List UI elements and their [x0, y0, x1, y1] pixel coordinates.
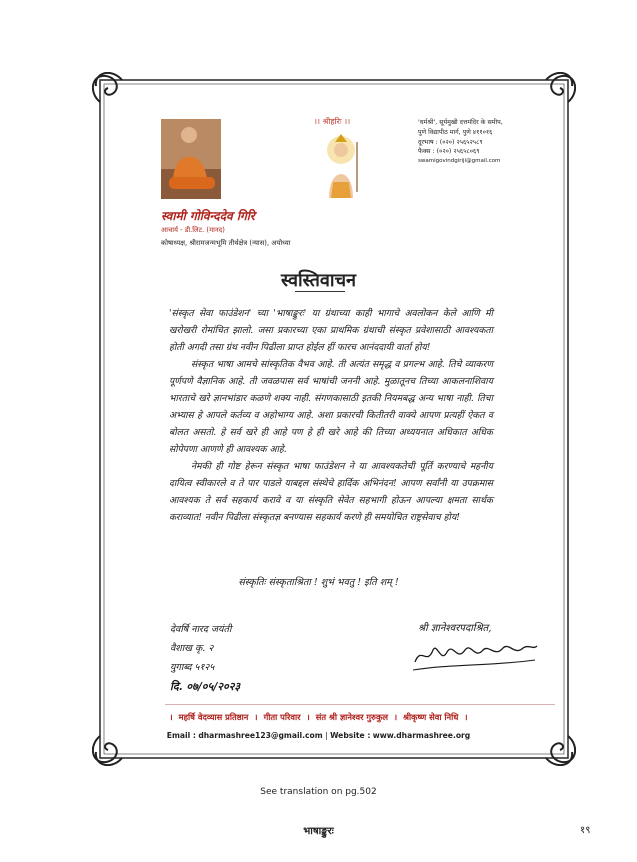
shri-label: ।। श्रीहरिः ।। [314, 117, 351, 126]
date-line-occasion: देवर्षि नारद जयंती [170, 624, 232, 635]
letter-body [169, 305, 493, 526]
address-line: पुणे विद्यापीठ मार्ग, पुणे ४११०१६ [418, 128, 493, 136]
org-item: महर्षि वेदव्यास प्रतिष्ठान [178, 712, 249, 722]
email-link[interactable]: dharmashree123@gmail.com [198, 731, 323, 740]
swami-designation: कोषाध्यक्ष, श्रीरामजन्मभूमि तीर्थक्षेत्र (न्यास), अयोध्या [161, 239, 291, 247]
paragraph: संस्कृत भाषा आमचे सांस्कृतिक वैभव आहे. ती अत्यंत समृद्ध व प्रगल्भ आहे. तिचे व्याकरण पूर्णपणे वैज्ञानिक आहे. ती जवळपास सर्व भाषांची जननी आहे. मुळातूनच तिच्या आकलनाशिवाय भारताचे खरे ज्ञानभांडार कळणे शक्य नाही. संगणकासाठी इतकी नियमबद्ध अन्य भाषा नाही. तिचा अभ्यास हे आपले कर्तव्य व अहोभाग्य आहे. अशा प्रकारची कितीतरी वाक्ये आपण प्रत्यहीं ऐकत व बोलत असतो. हे सर्व खरे ही आहे पण हे ही खरे आहे की तिच्या अध्ययनात अधिकात अधिक सोपेपणा आणणे ही आवश्यक आहे. [169, 359, 493, 455]
paragraph: 'संस्कृत सेवा फाउंडेशन' च्या 'भाषाङ्कुरः' या ग्रंथाच्या काही भागाचे अवलोकन केले आणि मी खरोखरी रोमांचित झालो. जसा प्रकारच्या एका प्राथमिक ग्रंथाची संस्कृत प्रवेशासाठी आवश्यकता होती अगदी तसा ग्रंथ नवीन पिढीला प्राप्त होईल हीं फारच आनंददायी वार्ता होय! [169, 308, 493, 353]
closing-line: संस्कृतिः संस्कृताश्रिता ! शुभं भवतु ! इति शम् ! [238, 577, 399, 588]
book-title: भाषाङ्कुरः [303, 826, 334, 837]
heading-text: स्वस्तिवाचन [280, 270, 357, 291]
address-block [418, 118, 503, 167]
heading-underline [295, 291, 345, 292]
swami-photo [161, 119, 221, 199]
org-list: । महर्षि वेदव्यास प्रतिष्ठान । गीता परिवार । संत श्री ज्ञानेश्वर गुरुकुल । श्रीकृष्ण सेवा निधि । [169, 712, 468, 722]
date-block [170, 620, 240, 696]
paragraph: नेमकी ही गोष्ट हेरून संस्कृत भाषा फाउंडेशन ने या आवश्यकतेची पूर्ति करण्याचे महनीय दायित्व स्वीकारले व ते पार पाडले याबद्दल संस्थेचे हार्दिक अभिनंदन! आपण सर्वांनी या उपक्रमास आवश्यक ते सर्व सहकार्य करावे व या संस्कृति सेवेत सहभागी होऊन आपल्या क्षमता सार्थक कराव्यात! नवीन पिढीला संस्कृतज्ञ बनण्यास सहकार्य करणे ही समयोचित राष्ट्रसेवाच होय! [169, 461, 493, 523]
date-line-tithi: वैशाख कृ. २ [170, 643, 214, 654]
org-item: गीता परिवार [263, 712, 301, 722]
email-label: Email : [166, 731, 196, 740]
contact-line: Email : dharmashree123@gmail.com | Website : www.dharmashree.org [166, 731, 471, 740]
top-email[interactable]: swamigovindgiriji@gmail.com [418, 158, 501, 165]
divider [165, 704, 555, 705]
org-item: संत श्री ज्ञानेश्वर गुरुकुल [315, 712, 388, 722]
fax-line: फैक्स : (०२०) २५६५८०६९ [418, 148, 480, 156]
sign-salutation: श्री ज्ञानेश्वरपदाश्रित, [418, 623, 492, 634]
website-link[interactable]: www.dharmashree.org [372, 731, 471, 740]
page-heading [0, 268, 637, 292]
deity-image [317, 132, 365, 200]
date-line-yugabda: युगाब्द ५१२५ [170, 662, 215, 673]
translation-note: See translation on pg.502 [260, 787, 377, 797]
phone-line: दूरभाष : (०२०) २५६५२५८९ [418, 138, 483, 146]
website-label: Website : [330, 731, 371, 740]
swami-title: आचार्य - डी.लिट. (मानद) [161, 226, 225, 234]
org-item: श्रीकृष्ण सेवा निधि [403, 712, 459, 722]
address-line: 'धर्मश्री', सूर्यमुखी दत्तमंदिर के समीप, [418, 119, 503, 126]
swami-name: स्वामी गोविन्ददेव गिरि [161, 209, 255, 223]
page-number: १९ [580, 825, 591, 836]
handwritten-signature [411, 636, 541, 680]
date-line-date: दि. ०७/०५/२०२३ [170, 680, 241, 693]
